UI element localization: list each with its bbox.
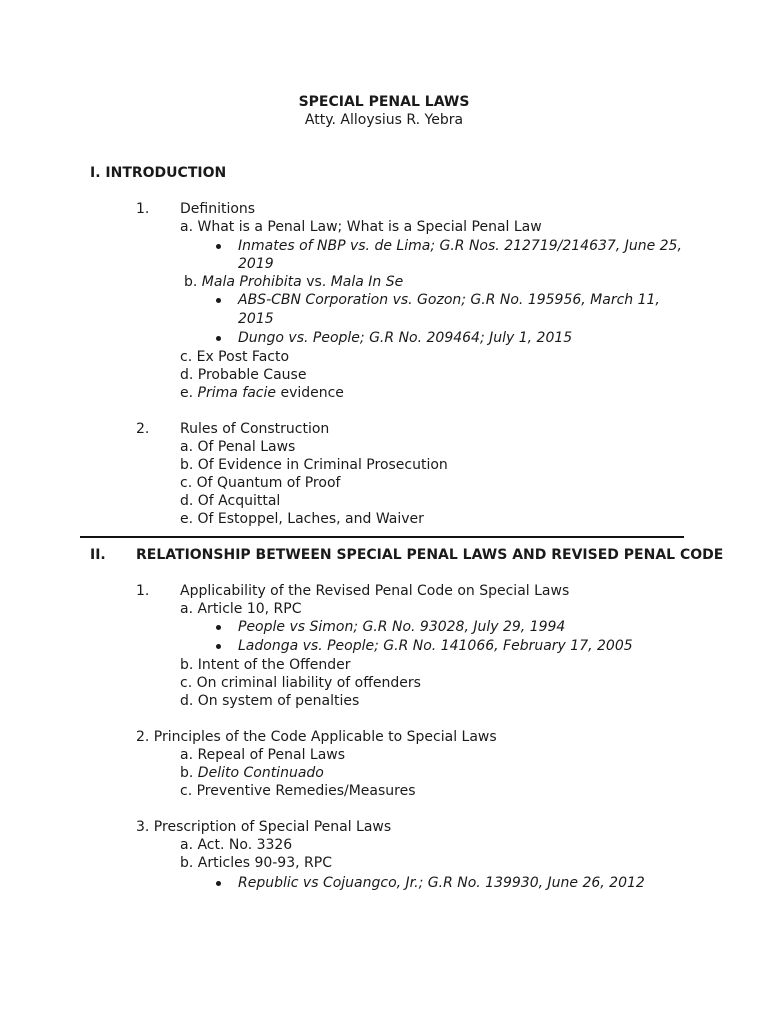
bullet-icon	[216, 625, 221, 630]
section-2-item-1-label: Applicability of the Revised Penal Code on Special Laws	[180, 583, 570, 599]
section-2-item-2-a: a. Repeal of Penal Laws	[180, 747, 346, 763]
case-citation-continued: 2019	[238, 256, 274, 272]
section-1-item-2-number: 2.	[136, 421, 150, 437]
item-text: evidence	[280, 385, 344, 401]
bullet-icon	[216, 644, 221, 649]
bullet-icon	[216, 298, 221, 303]
connector-text: vs.	[306, 274, 327, 290]
list-letter: e.	[180, 385, 194, 401]
section-1-item-1-e	[180, 384, 344, 402]
section-1-item-1-label: Definitions	[180, 201, 256, 217]
section-2-item-3-a: a. Act. No. 3326	[180, 837, 293, 853]
section-2-item-1-number: 1.	[136, 583, 150, 599]
section-1-heading: I. INTRODUCTION	[90, 165, 227, 181]
bullet-icon	[216, 244, 221, 249]
list-letter: b.	[180, 765, 194, 781]
legal-term: Mala In Se	[330, 274, 404, 290]
legal-term: Mala Prohibita	[201, 274, 302, 290]
section-2-item-1-b: b. Intent of the Offender	[180, 657, 351, 673]
section-1-item-1-b	[184, 273, 403, 291]
section-2-item-2-c: c. Preventive Remedies/Measures	[180, 783, 416, 799]
section-divider	[80, 536, 684, 538]
legal-term: Prima facie	[197, 385, 276, 401]
section-1-item-2-a: a. Of Penal Laws	[180, 439, 296, 455]
case-citation: Inmates of NBP vs. de Lima; G.R Nos. 212719/214637, June 25,	[238, 238, 682, 254]
section-1-item-1-a: a. What is a Penal Law; What is a Special Penal Law	[180, 219, 542, 235]
section-2-item-1-c: c. On criminal liability of offenders	[180, 675, 421, 691]
section-2-item-3-b: b. Articles 90-93, RPC	[180, 855, 332, 871]
case-citation: Ladonga vs. People; G.R No. 141066, February 17, 2005	[238, 638, 633, 654]
section-2-item-3-label: 3. Prescription of Special Penal Laws	[136, 819, 392, 835]
bullet-icon	[216, 881, 221, 886]
case-citation: People vs Simon; G.R No. 93028, July 29, 1994	[238, 619, 566, 635]
section-1-item-2-d: d. Of Acquittal	[180, 493, 281, 509]
legal-term: Delito Continuado	[197, 765, 324, 781]
section-2-item-2-label: 2. Principles of the Code Applicable to Special Laws	[136, 729, 497, 745]
section-1-item-1-number: 1.	[136, 201, 150, 217]
case-citation: Dungo vs. People; G.R No. 209464; July 1, 2015	[238, 330, 573, 346]
section-1-item-2-e: e. Of Estoppel, Laches, and Waiver	[180, 511, 424, 527]
section-1-item-2-c: c. Of Quantum of Proof	[180, 475, 341, 491]
section-2-item-2-b	[180, 764, 324, 782]
section-2-item-1-a: a. Article 10, RPC	[180, 601, 302, 617]
section-1-item-1-d: d. Probable Cause	[180, 367, 307, 383]
section-1-item-2-label: Rules of Construction	[180, 421, 330, 437]
case-citation: Republic vs Cojuangco, Jr.; G.R No. 139930, June 26, 2012	[238, 875, 645, 891]
section-2-item-1-d: d. On system of penalties	[180, 693, 360, 709]
list-letter: b.	[184, 274, 198, 290]
case-citation-continued: 2015	[238, 311, 274, 327]
section-2-heading: RELATIONSHIP BETWEEN SPECIAL PENAL LAWS AND REVISED PENAL CODE	[136, 547, 724, 563]
bullet-icon	[216, 336, 221, 341]
document-author: Atty. Alloysius R. Yebra	[304, 112, 464, 128]
document-title: SPECIAL PENAL LAWS	[298, 94, 470, 110]
section-1-item-2-b: b. Of Evidence in Criminal Prosecution	[180, 457, 448, 473]
section-1-item-1-c: c. Ex Post Facto	[180, 349, 290, 365]
section-2-number: II.	[90, 547, 106, 563]
case-citation: ABS-CBN Corporation vs. Gozon; G.R No. 195956, March 11,	[238, 292, 660, 308]
